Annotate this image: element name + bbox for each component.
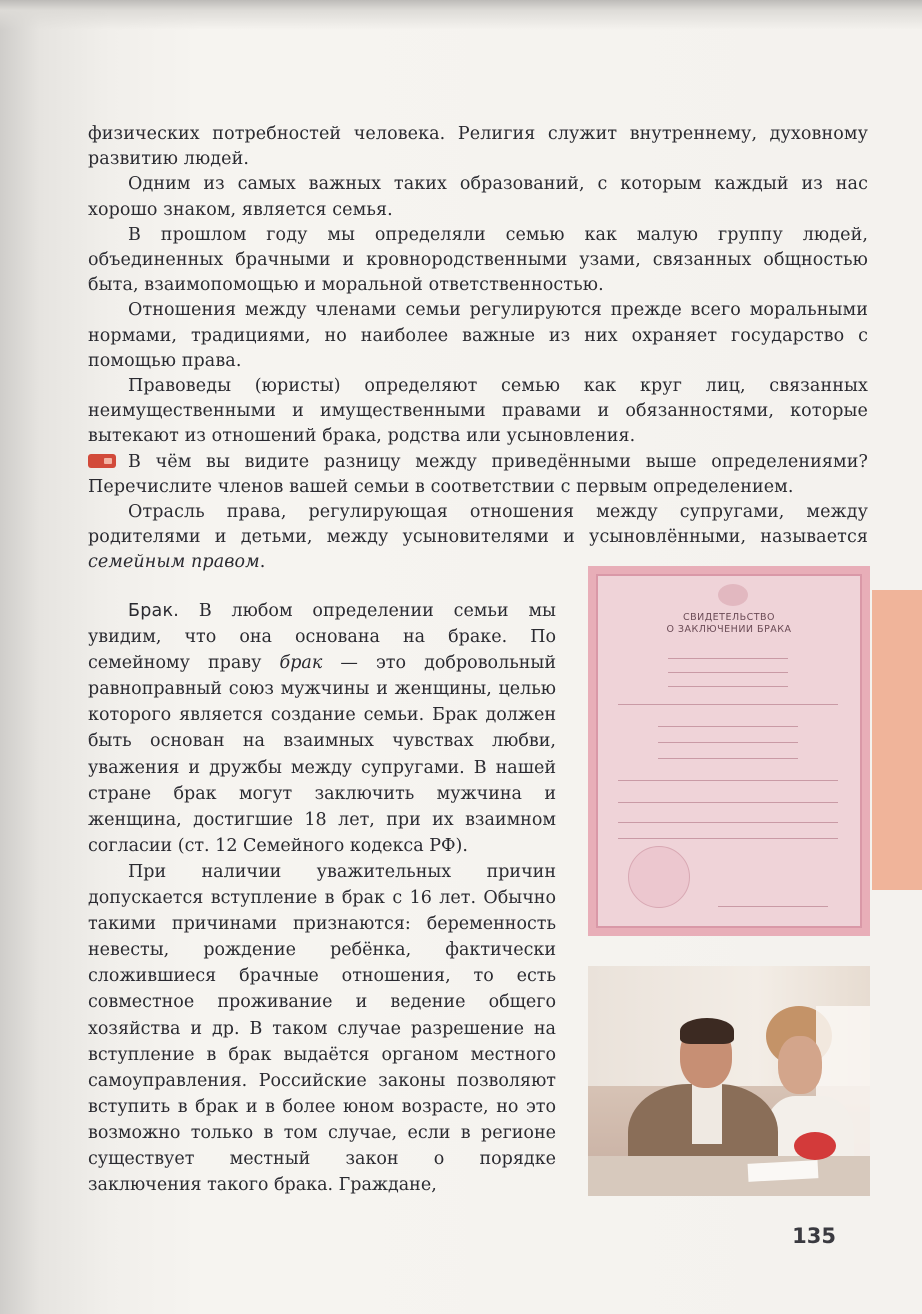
- paragraph: Отношения между членами семьи регулируются прежде всего моральными нормами, традициями, но наиболее важные из них охраняет государство с помощью права.: [88, 300, 868, 371]
- marriage-text-b: — это добровольный равноправный союз мужчины и женщины, целью которого является создание семьи. Брак должен быть основан на взаимных чувствах любви, уважения и дружбы между супругами. В нашей стране брак могут заключить мужчина и женщина, достигшие 18 лет, при их взаимном согласии (ст. 12 Семейного кодекса РФ).: [88, 653, 556, 856]
- page-top-shadow: [0, 0, 922, 30]
- family-law-end: .: [259, 552, 266, 573]
- family-law-term: семейным правом: [88, 552, 260, 573]
- marriage-certificate-image: [588, 566, 870, 936]
- section-heading: Брак.: [128, 601, 179, 621]
- certificate-title-line: О ЗАКЛЮЧЕНИИ БРАКА: [666, 624, 792, 635]
- main-text-block: [88, 122, 868, 576]
- paragraph: Правоведы (юристы) определяют семью как круг лиц, связанных неимущественными и имущественными правами и обязанностями, которые вытекают из отношений брака, родства или усыновления.: [88, 376, 868, 447]
- question-text: В чём вы видите разницу между приведёнными выше определениями? Перечислите членов вашей семьи в соответствии с первым определением.: [88, 451, 868, 497]
- question-icon: [88, 454, 116, 468]
- family-law-text: Отрасль права, регулирующая отношения между супругами, между родителями и детьми, между усыновителями и усыновлёнными, называется: [88, 502, 868, 548]
- wedding-registration-photo: [588, 966, 870, 1196]
- paragraph: В прошлом году мы определяли семью как малую группу людей, объединенных брачными и кровнородственными узами, связанных общностью быта, взаимопомощью и моральной ответственностью.: [88, 224, 868, 296]
- marriage-paragraph-2: При наличии уважительных причин допускается вступление в брак с 16 лет. Обычно такими причинами признаются: беременность невесты, рождение ребёнка, фактически сложившиеся брачные отношения, то есть совместное проживание и ведение общего хозяйства и др. В таком случае разрешение на вступление в брак выдаётся органом местного самоуправления. Российские законы позволяют вступить в брак и в более юном возрасте, но это возможно только в том случае, если в регионе существует местный закон о порядке заключения такого брака. Граждане,: [88, 861, 556, 1196]
- marriage-section: [88, 598, 556, 1198]
- side-accent-band: [872, 590, 922, 890]
- marriage-paragraph: [88, 598, 556, 859]
- family-law-paragraph: [88, 500, 868, 576]
- paragraph: Одним из самых важных таких образований, с которым каждый из нас хорошо знаком, является семья.: [88, 174, 868, 220]
- certificate-title: [598, 612, 860, 636]
- question-block: [88, 450, 868, 500]
- seal-stamp: [628, 846, 690, 908]
- certificate-title-line: СВИДЕТЕЛЬСТВО: [682, 612, 776, 623]
- marriage-text-a: В любом определении семьи мы увидим, что она основана на браке. По семейному праву: [88, 601, 556, 674]
- marriage-term: брак: [279, 653, 323, 674]
- emblem-icon: [718, 584, 748, 606]
- page-number: 135: [792, 1224, 836, 1248]
- paragraph: физических потребностей человека. Религия служит внутреннему, духовному развитию людей.: [88, 124, 868, 170]
